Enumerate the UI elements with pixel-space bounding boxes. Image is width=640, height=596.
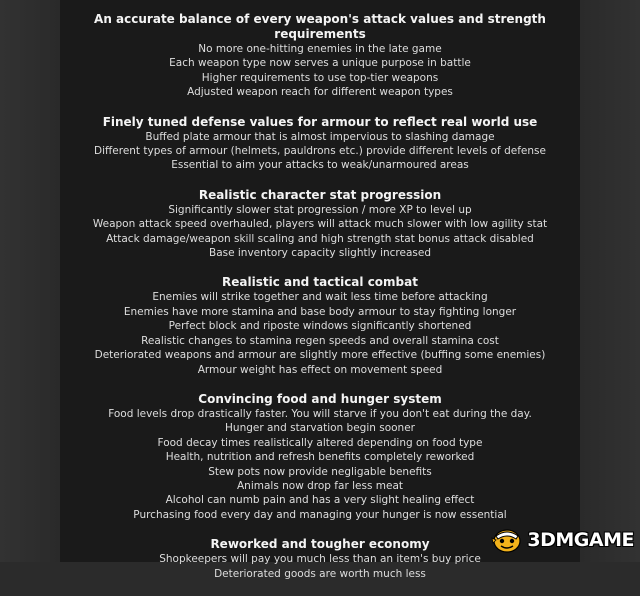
feature-line: Realistic changes to stamina regen speeds and overall stamina cost <box>141 334 499 347</box>
feature-line: Each weapon type now serves a unique purpose in battle <box>169 57 471 70</box>
3dm-mascot-logo-icon <box>490 526 524 554</box>
feature-line: Animals now drop far less meat <box>236 479 403 492</box>
left-margin <box>0 0 60 562</box>
feature-line: Shopkeepers will pay you much less than an item's buy price <box>159 553 481 566</box>
feature-line: Alcohol can numb pain and has a very slight healing effect <box>165 494 475 507</box>
feature-section <box>60 115 580 173</box>
section-title: Finely tuned defense values for armour to reflect real world use <box>102 114 538 129</box>
section-title: Convincing food and hunger system <box>198 391 442 406</box>
feature-line: Higher requirements to use top-tier weapons <box>201 71 439 84</box>
feature-section <box>60 275 580 376</box>
watermark-text: 3DMGAME <box>527 529 634 551</box>
section-title: An accurate balance of every weapon's attack values and strength requirements <box>94 12 546 41</box>
feature-section <box>60 392 580 522</box>
site-watermark <box>490 524 634 556</box>
feature-line: Adjusted weapon reach for different weapon types <box>187 86 453 99</box>
feature-line: Deteriorated goods are worth much less <box>214 567 426 580</box>
feature-line: No more one-hitting enemies in the late game <box>198 43 442 55</box>
section-title: Reworked and tougher economy <box>210 537 430 552</box>
section-title: Realistic and tactical combat <box>222 275 418 290</box>
feature-line: Buffed plate armour that is almost impervious to slashing damage <box>145 130 495 143</box>
feature-list <box>60 12 580 596</box>
feature-line: Food decay times realistically altered depending on food type <box>157 436 483 449</box>
feature-section <box>60 188 580 261</box>
feature-line: Stew pots now provide negligable benefits <box>208 465 432 478</box>
feature-line: Base inventory capacity slightly increased <box>208 247 431 260</box>
feature-line: Enemies have more stamina and base body armour to stay fighting longer <box>123 305 517 318</box>
feature-section <box>60 12 580 100</box>
right-margin <box>580 0 640 562</box>
feature-line: Different types of armour (helmets, pauldrons etc.) provide different levels of defense <box>94 145 546 158</box>
feature-line: Health, nutrition and refresh benefits completely reworked <box>165 451 475 464</box>
feature-line: Armour weight has effect on movement speed <box>197 363 443 376</box>
section-title: Realistic character stat progression <box>198 187 442 202</box>
feature-line: Enemies will strike together and wait less time before attacking <box>152 291 488 304</box>
feature-line: Attack damage/weapon skill scaling and high strength stat bonus attack disabled <box>106 232 534 245</box>
feature-line: Purchasing food every day and managing your hunger is now essential <box>133 508 507 521</box>
feature-line: Perfect block and riposte windows significantly shortened <box>168 320 472 333</box>
feature-line: Weapon attack speed overhauled, players will attack much slower with low agility stat <box>92 218 548 231</box>
feature-line: Essential to aim your attacks to weak/unarmoured areas <box>171 159 469 172</box>
feature-line: Food levels drop drastically faster. You will starve if you don't eat during the day. <box>108 407 532 420</box>
feature-line: Deteriorated weapons and armour are slightly more effective (buffing some enemies) <box>94 349 546 362</box>
feature-line: Hunger and starvation begin sooner <box>225 422 415 435</box>
feature-line: Significantly slower stat progression / more XP to level up <box>168 203 472 216</box>
